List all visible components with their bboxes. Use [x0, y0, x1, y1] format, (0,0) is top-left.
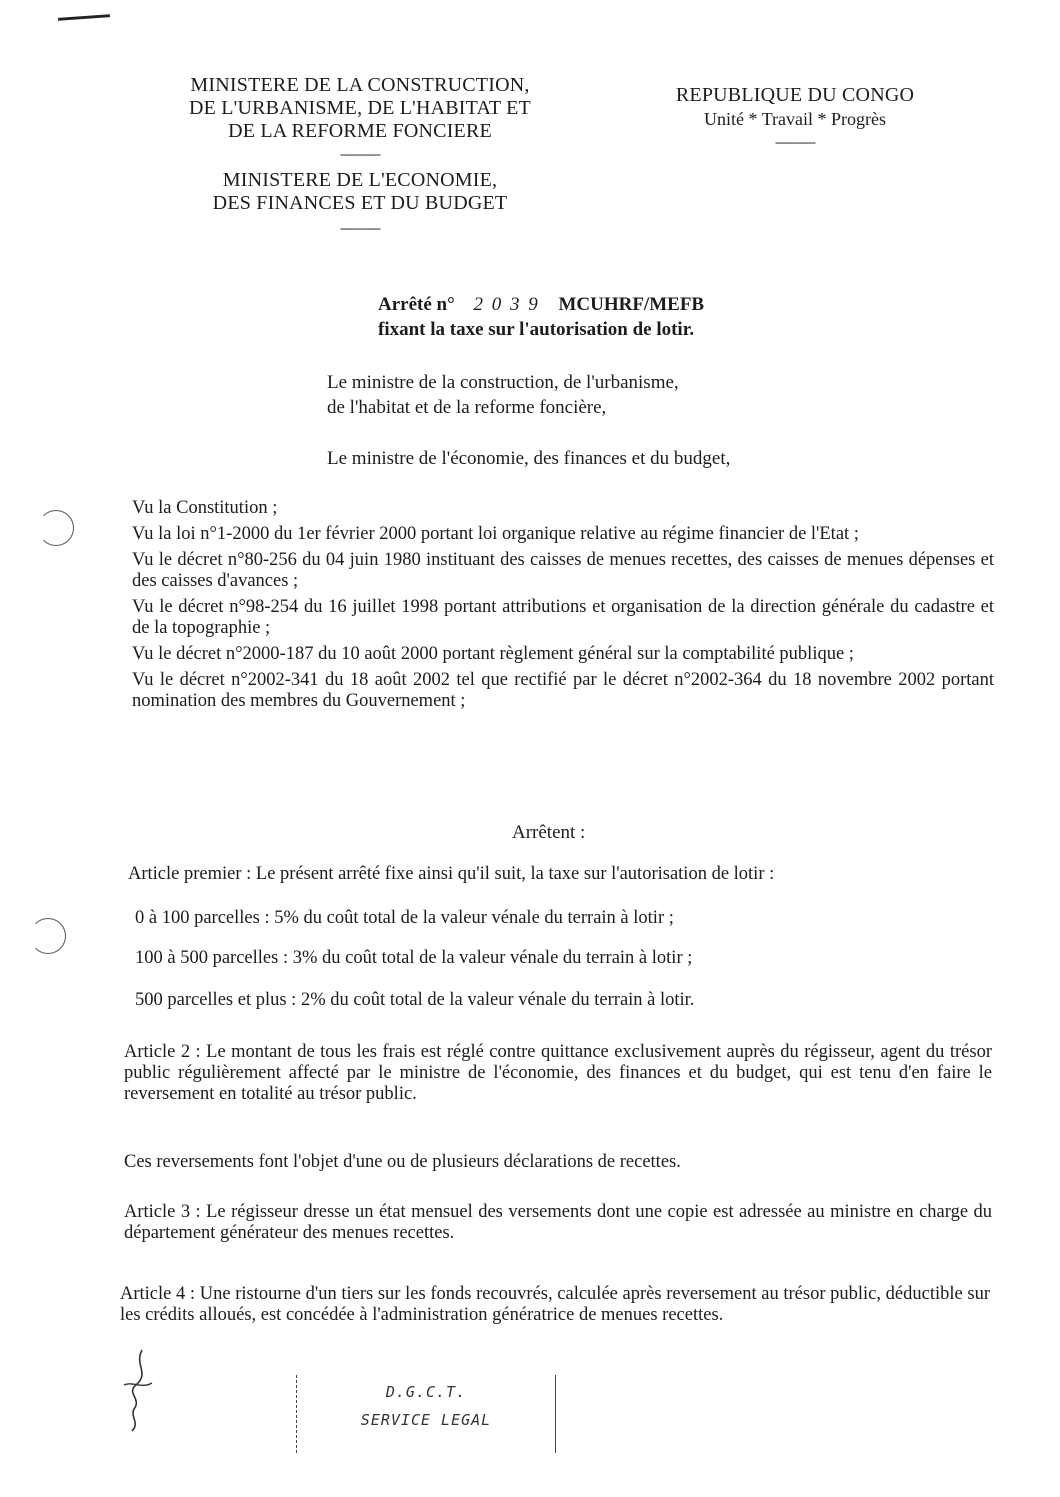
ministry-construction-line: DE L'URBANISME, DE L'HABITAT ET: [189, 97, 531, 119]
article-1: Article premier : Le présent arrêté fixe ainsi qu'il suit, la taxe sur l'autorisation de lotir :: [128, 864, 775, 884]
ministry-construction-line: DE LA REFORME FONCIERE: [228, 120, 492, 142]
visa-item: Vu la Constitution ;: [132, 498, 278, 518]
decree-prefix: Arrêté n°: [378, 294, 455, 315]
left-header: [120, 74, 600, 235]
visa-item: Vu le décret n°2002-341 du 18 août 2002 tel que rectifié par le décret n°2002-364 du 18 novembre 2002 portant nomination des membres du Gouvernement ;: [132, 670, 994, 711]
ministry-economy-line: MINISTERE DE L'ECONOMIE,: [222, 169, 498, 191]
punch-hole: [38, 510, 74, 546]
arretent-heading: Arrêtent :: [512, 822, 586, 843]
rate-line: 100 à 500 parcelles : 3% du coût total de la valeur vénale du terrain à lotir ;: [135, 948, 693, 968]
visa-item: Vu la loi n°1-2000 du 1er février 2000 portant loi organique relative au régime financier de l'Etat ;: [132, 524, 859, 544]
minister-economy: Le ministre de l'économie, des finances et du budget,: [327, 448, 731, 469]
stamp-line: D.G.C.T.: [385, 1383, 467, 1401]
minister-construction: [327, 370, 847, 420]
service-stamp: [296, 1375, 556, 1453]
separator: ------------: [340, 146, 380, 161]
visa-item: Vu le décret n°2000-187 du 10 août 2000 portant règlement général sur la comptabilité publique ;: [132, 644, 854, 664]
minister-line: Le ministre de la construction, de l'urbanisme,: [327, 372, 679, 393]
article-4: Article 4 : Une ristourne d'un tiers sur les fonds recouvrés, calculée après reversement au trésor public, déductible sur les crédits alloués, est concédée à l'administration génératrice de menues recettes.: [120, 1284, 990, 1325]
stamp-line: SERVICE LEGAL: [360, 1411, 492, 1429]
punch-hole: [30, 918, 66, 954]
decree-subject: fixant la taxe sur l'autorisation de lotir.: [378, 319, 695, 340]
visa-item: Vu le décret n°80-256 du 04 juin 1980 instituant des caisses de menues recettes, des caisses de menues dépenses et des caisses d'avances ;: [132, 550, 994, 591]
decree-reference: MCUHRF/MEFB: [558, 294, 705, 315]
decree-title: [378, 292, 798, 342]
rate-line: 500 parcelles et plus : 2% du coût total de la valeur vénale du terrain à lotir.: [135, 990, 695, 1010]
scan-mark: [58, 14, 110, 21]
country-name: REPUBLIQUE DU CONGO: [675, 84, 915, 106]
visa-item: Vu le décret n°98-254 du 16 juillet 1998 portant attributions et organisation de la direction générale du cadastre et de la topographie ;: [132, 597, 994, 638]
rate-line: 0 à 100 parcelles : 5% du coût total de la valeur vénale du terrain à lotir ;: [135, 908, 674, 928]
national-motto: Unité * Travail * Progrès: [704, 109, 886, 129]
minister-line: de l'habitat et de la reforme foncière,: [327, 397, 607, 418]
ministry-construction-line: MINISTERE DE LA CONSTRUCTION,: [190, 74, 530, 96]
separator: ------------: [775, 134, 815, 149]
right-header: [640, 84, 950, 149]
decree-number: 2 0 3 9: [473, 294, 540, 315]
initials-signature: [112, 1345, 172, 1435]
ministry-economy-line: DES FINANCES ET DU BUDGET: [212, 192, 508, 214]
article-3: Article 3 : Le régisseur dresse un état mensuel des versements dont une copie est adressée au ministre en charge du département générateur des menues recettes.: [124, 1202, 992, 1243]
separator: ------------: [340, 220, 380, 235]
article-2: Article 2 : Le montant de tous les frais est réglé contre quittance exclusivement auprès du régisseur, agent du trésor public régulièrement affecté par le ministre de l'économie, des finances et du budget, qui est tenu d'en faire le reversement en totalité au trésor public.: [124, 1042, 992, 1104]
article-2-extra: Ces reversements font l'objet d'une ou de plusieurs déclarations de recettes.: [124, 1152, 681, 1172]
visas-list: [132, 498, 994, 712]
